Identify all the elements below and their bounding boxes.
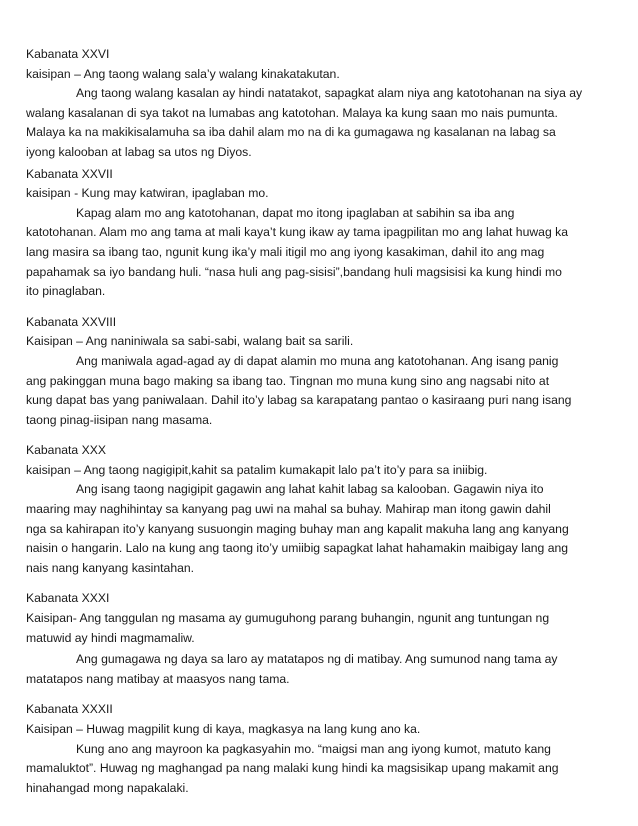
paragraph-line: ito pinaglaban. <box>26 284 106 299</box>
section-kaisipan: kaisipan – Ang taong walang sala’y walang kinakatakutan. <box>26 66 340 81</box>
paragraph-line: iyong kalooban at labag sa utos ng Diyos. <box>26 144 252 159</box>
paragraph-line: hinahangad mong napakalaki. <box>26 780 189 795</box>
paragraph-line: ang pakinggan muna bago making sa ibang tao. Tingnan mo muna kung sino ang nagsabi nito at <box>26 373 550 388</box>
paragraph-line: kung dapat bas yang paniwalaan. Dahil ito’y labag sa karapatang pantao o kasiraang puri nang isang <box>26 393 572 408</box>
section-kaisipan: Kaisipan- Ang tanggulan ng masama ay gumuguhong parang buhangin, ngunit ang tuntungan ng <box>26 611 550 626</box>
paragraph-line: Ang gumagawa ng daya sa laro ay matatapos ng di matibay. Ang sumunod nang tama ay <box>76 652 558 667</box>
section-kaisipan: Kaisipan – Ang naniniwala sa sabi-sabi, walang bait sa sarili. <box>26 334 354 349</box>
paragraph-line: Kapag alam mo ang katotohanan, dapat mo itong ipaglaban at sabihin sa iba ang <box>76 205 515 220</box>
paragraph-line: papahamak sa iyo bandang huli. “nasa huli ang pag-sisisi”,bandang huli magsisisi ka kung hindi mo <box>26 264 562 279</box>
section-kaisipan: Kaisipan – Huwag magpilit kung di kaya, magkasya na lang kung ano ka. <box>26 722 421 736</box>
paragraph-line: Ang isang taong nagigipit gagawin ang lahat kahit labag sa kalooban. Gagawin niya ito <box>76 482 544 497</box>
paragraph-line: katotohanan. Alam mo ang tama at mali kaya’t kung ikaw ay tama ipagpilitan mo ang lahat huwag ka <box>26 225 568 240</box>
section-kabanata-27 <box>26 165 606 302</box>
document-page <box>26 45 606 798</box>
section-kaisipan: kaisipan - Kung may katwiran, ipaglaban mo. <box>26 186 269 201</box>
paragraph-line: mamaluktot”. Huwag ng maghangad pa nang malaki kung hindi ka magsisikap upang makamit ang <box>26 761 559 776</box>
paragraph-line: matatapos nang matibay at maasyos nang tama. <box>26 671 290 686</box>
section-kaisipan-continued: matuwid ay hindi magmamaliw. <box>26 630 195 645</box>
section-heading: Kabanata XXXII <box>26 702 113 717</box>
section-heading: Kabanata XXVI <box>26 47 110 61</box>
paragraph-line: naisin o hangarin. Lalo na kung ang taong ito’y umiibig sapagkat lahat hahamakin maibigay lang ang <box>26 541 569 556</box>
section-kabanata-31 <box>26 589 606 689</box>
section-kabanata-30 <box>26 441 606 578</box>
paragraph-line: lang masira sa ibang tao, ngunit kung ika’y mali itigil mo ang iyong kasakiman, dahil ito ang mag <box>26 244 545 259</box>
section-kabanata-28 <box>26 313 606 431</box>
paragraph-line: maaring may naghihintay sa kanyang pag uwi na mahal sa buhay. Mahirap man itong gawin dahil <box>26 502 551 517</box>
paragraph-line: nga sa kahirapan ito’y kanyang susuongin maging buhay man ang kapalit makuha lang ang kanyang <box>26 521 569 536</box>
section-kabanata-32 <box>26 700 606 798</box>
paragraph-line: nais nang kanyang kasintahan. <box>26 560 195 575</box>
paragraph-line: Malaya ka na makikisalamuha sa iba dahil alam mo na di ka gumagawa ng kasalanan na labag sa <box>26 125 556 140</box>
section-heading: Kabanata XXXI <box>26 591 110 606</box>
section-heading: Kabanata XXVII <box>26 166 113 181</box>
paragraph-line: walang kasalanan di sya takot na lumabas ang katotohan. Malaya ka kung saan mo nais pumunta. <box>26 105 558 120</box>
paragraph-line: taong pinag-iisipan nang masama. <box>26 412 213 427</box>
paragraph-line: Ang maniwala agad-agad ay di dapat alamin mo muna ang katotohanan. Ang isang panig <box>76 353 559 368</box>
section-kaisipan: kaisipan – Ang taong nagigipit,kahit sa patalim kumakapit lalo pa’t ito’y para sa iniibig. <box>26 462 488 477</box>
paragraph-line: Ang taong walang kasalan ay hindi natatakot, sapagkat alam niya ang katotohanan na siya ay <box>76 86 583 101</box>
section-heading: Kabanata XXX <box>26 443 106 458</box>
section-kabanata-26 <box>26 45 606 163</box>
section-heading: Kabanata XXVIII <box>26 314 117 329</box>
paragraph-line: Kung ano ang mayroon ka pagkasyahin mo. “maigsi man ang iyong kumot, matuto kang <box>76 741 551 756</box>
